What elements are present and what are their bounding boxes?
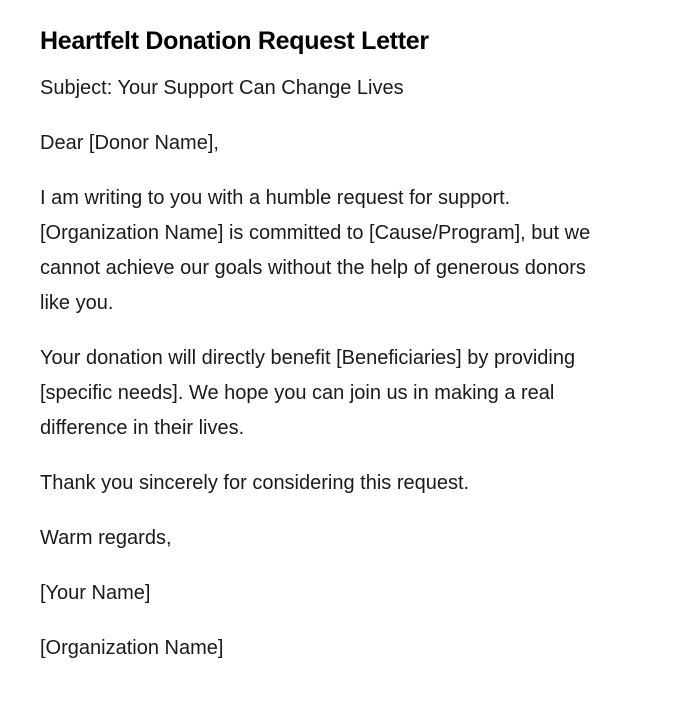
body-2-line: [specific needs]. We hope you can join us in making a real [40,382,555,404]
letter-subject: Subject: Your Support Can Change Lives [40,77,404,99]
body-2-line: Your donation will directly benefit [Beneficiaries] by providing [40,347,576,369]
letter-salutation: Dear [Donor Name], [40,132,219,154]
body-1-line: cannot achieve our goals without the help of generous donors [40,257,586,279]
letter-title: Heartfelt Donation Request Letter [40,27,429,55]
body-1-line: like you. [40,292,114,314]
sender-name: [Your Name] [40,582,151,604]
letter-thanks: Thank you sincerely for considering this request. [40,472,470,494]
letter-closing: Warm regards, [40,527,172,549]
sender-organization: [Organization Name] [40,637,224,659]
body-1-line: I am writing to you with a humble request for support. [40,187,511,209]
body-2-line: difference in their lives. [40,417,245,439]
body-1-line: [Organization Name] is committed to [Cause/Program], but we [40,222,591,244]
letter-body-paragraph-2 [40,341,660,446]
letter-body-paragraph-1 [40,181,660,321]
